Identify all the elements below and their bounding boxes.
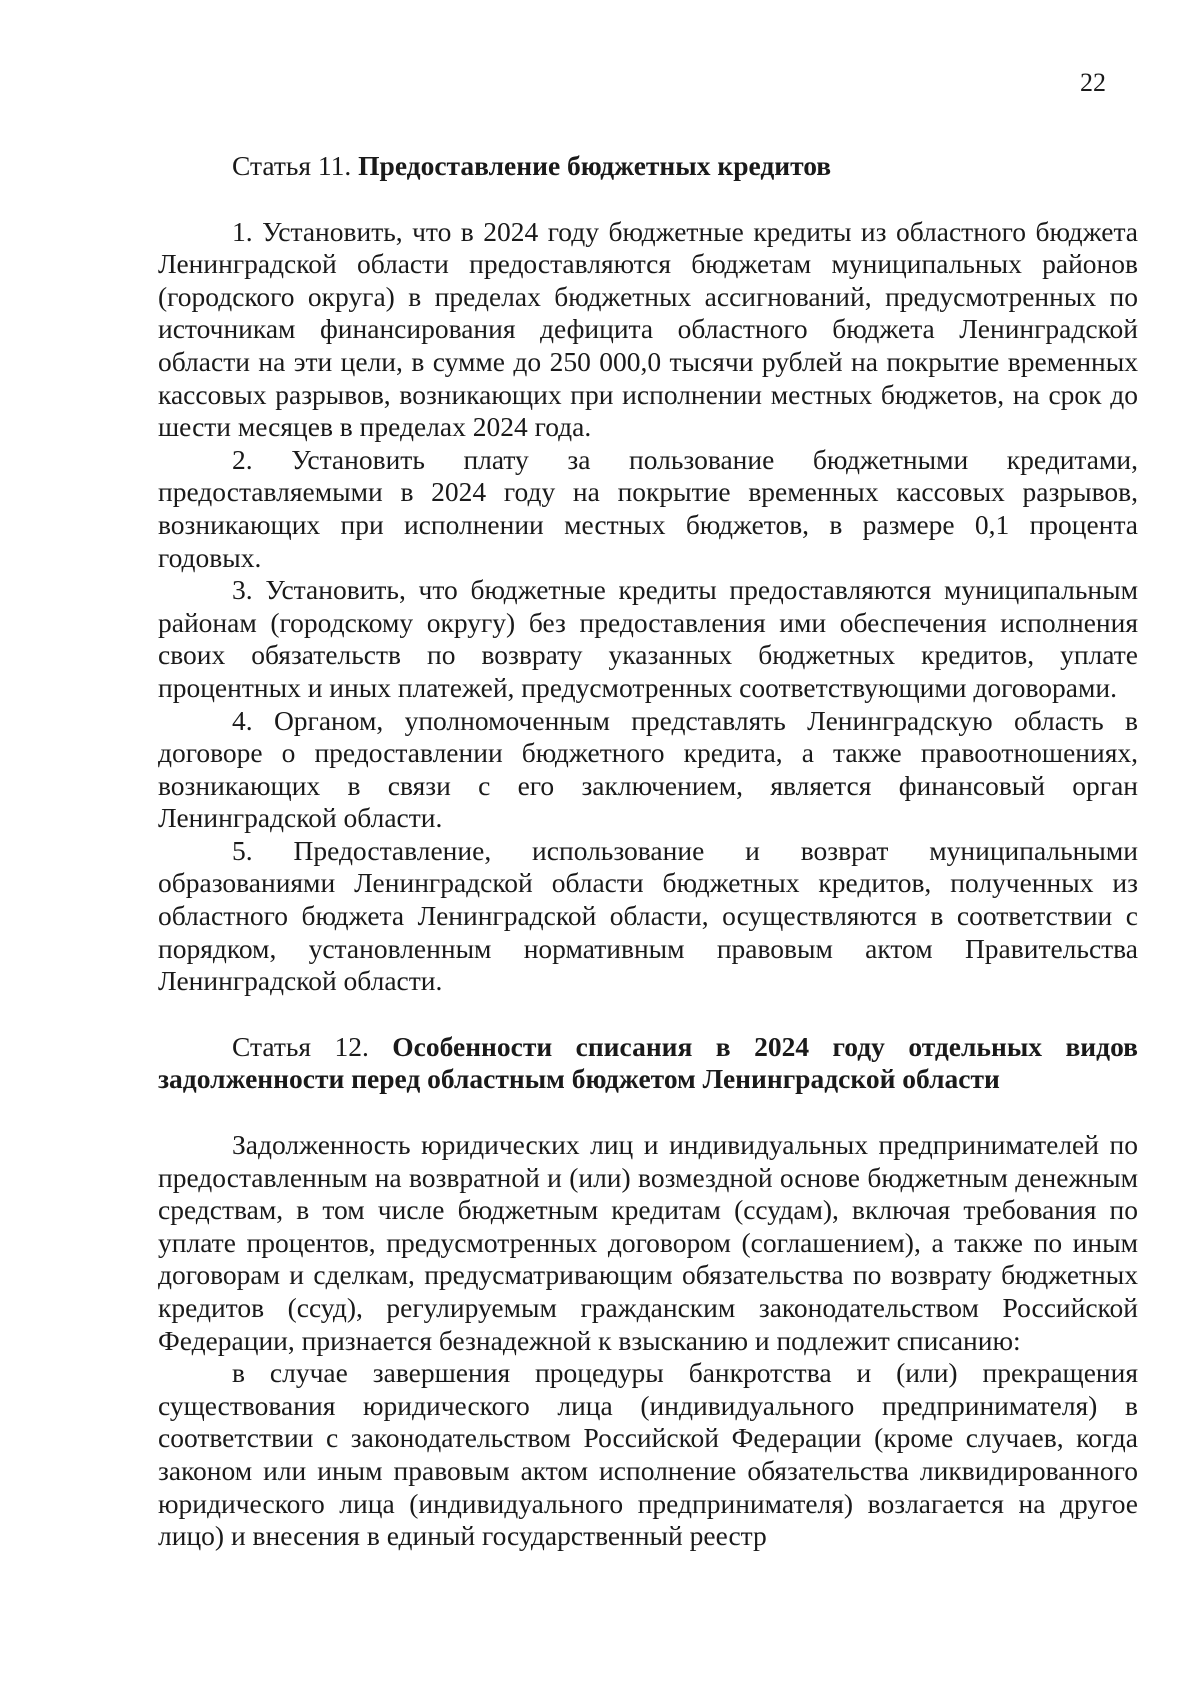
article-11-title: Предоставление бюджетных кредитов <box>358 150 832 181</box>
article-11-paragraph-2: 2. Установить плату за пользование бюджетными кредитами, предоставляемыми в 2024 году на покрытие временных кассовых разрывов, возникающих при исполнении местных бюджетов, в размере 0,1 процента годовых. <box>158 443 1138 573</box>
article-11-paragraph-5: 5. Предоставление, использование и возврат муниципальными образованиями Ленинградской области бюджетных кредитов, полученных из областного бюджета Ленинградской области, осуществляются в соответствии с порядком, установленным нормативным правовым актом Правительства Ленинградской области. <box>158 834 1138 997</box>
article-11-heading <box>158 150 1138 183</box>
article-12-title: Особенности списания в 2024 году отдельных видов задолженности перед областным бюджетом Ленинградской области <box>158 1030 1138 1095</box>
article-12-paragraph-1: Задолженность юридических лиц и индивидуальных предпринимателей по предоставленным на возвратной и (или) возмездной основе бюджетным денежным средствам, в том числе бюджетным кредитам (ссудам), включая требования по уплате процентов, предусмотренных договором (соглашением), а также по иным договорам и сделкам, предусматривающим обязательства по возврату бюджетных кредитов (ссуд), регулируемым гражданским законодательством Российской Федерации, признается безнадежной к взысканию и подлежит списанию: <box>158 1129 1138 1356</box>
page-number: 22 <box>1080 68 1106 97</box>
article-12-prefix: Статья 12. <box>232 1030 393 1062</box>
article-11-paragraph-4: 4. Органом, уполномоченным представлять Ленинградскую область в договоре о предоставлении бюджетного кредита, а также правоотношениях, возникающих в связи с его заключением, является финансовый орган Ленинградской области. <box>158 704 1138 834</box>
article-12-heading <box>158 1031 1138 1096</box>
article-11-prefix: Статья 11. <box>232 150 359 181</box>
article-11-paragraph-3: 3. Установить, что бюджетные кредиты предоставляются муниципальным районам (городскому округу) без предоставления ими обеспечения исполнения своих обязательств по возврату указанных бюджетных кредитов, уплате процентных и иных платежей, предусмотренных соответствующими договорами. <box>158 574 1138 703</box>
document-body <box>158 150 1138 1553</box>
article-12-paragraph-2: в случае завершения процедуры банкротства и (или) прекращения существования юридического лица (индивидуального предпринимателя) в соответствии с законодательством Российской Федерации (кроме случаев, когда законом или иным правовым актом исполнение обязательства ликвидированного юридического лица (индивидуального предпринимателя) возлагается на другое лицо) и внесения в единый государственный реестр <box>158 1357 1138 1552</box>
article-11-paragraph-1: 1. Установить, что в 2024 году бюджетные кредиты из областного бюджета Ленинградской области предоставляются бюджетам муниципальных районов (городского округа) в пределах бюджетных ассигнований, предусмотренных по источникам финансирования дефицита областного бюджета Ленинградской области на эти цели, в сумме до 250 000,0 тысячи рублей на покрытие временных кассовых разрывов, возникающих при исполнении местных бюджетов, на срок до шести месяцев в пределах 2024 года. <box>158 215 1138 443</box>
